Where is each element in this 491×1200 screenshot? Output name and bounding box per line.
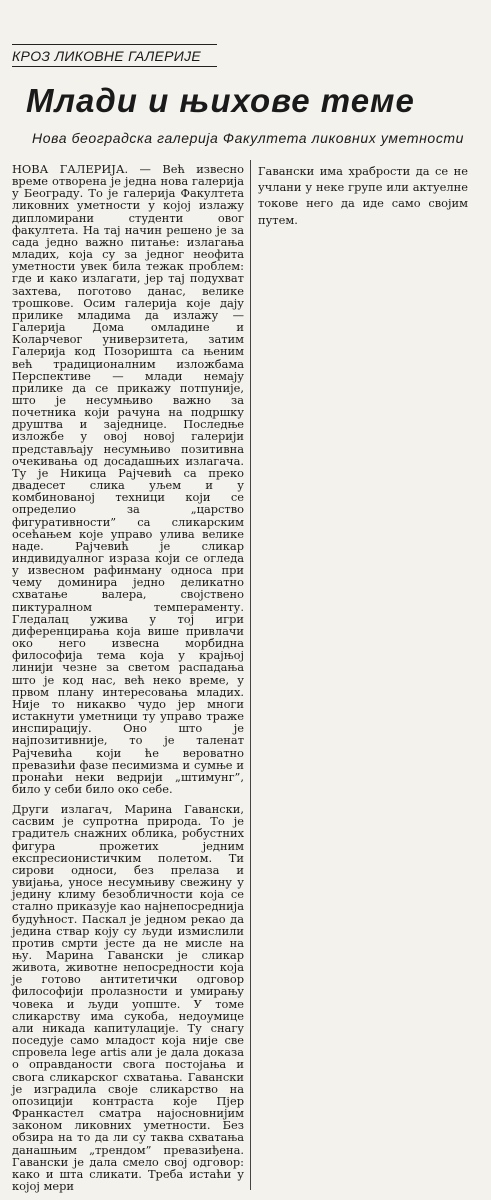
article-headline: Млади и њихове теме [26,82,415,119]
article-paragraph-continued: Гавански има храбрости да се не учлани у неке групе или актуелне токове него да иде само својим путем. [258,164,468,227]
article-column-right [258,163,468,228]
article-paragraph-2: Други излагач, Марина Гавански, сасвим је супротна природа. То је градитељ снажних облика, робустних фигура прожетих једним експресионистичким полетом. Ти сирови односи, без прелаза и увијања, уносе несумњиву свежину у једину климу безобличности која се стално приказује као најнепосреднија будућност. Паскал је једном рекао да једина ствар коју су људи измислили против смрти јесте да не мисле на њу. Марина Гавански је сликар живота, животне непосредности која је готово антитетички одговор философији пролазности и умирању човека и људи уопште. У томе сликарству има сукоба, недоумице али никада капитулације. Ту снагу поседује само младост која није све спровела lege artis али је дала доказа о оправданости свога постојања и свога сликарског схватања. Гавански је изградила своје сликарство на опозицији контраста које Пјер Франкастел сматра најосновнијим законом ликовних уметности. Без обзира на то да ли су таква схватања данашњим „трендом” превазиђена. Гавански је дала смело свој одговор: како и шта сликати. Треба истаћи у којој мери [12,802,244,1193]
article-subheadline: Нова београдска галерија Факултета ликовних уметности [32,130,465,146]
article-paragraph-1: НОВА ГАЛЕРИЈА. — Већ извесно време отворена је једна нова галерија у Београду. То је галерија Факултета ликовних уметности у којој излажу дипломирани студенти овог факултета. На тај начин решено је за сада једно важно питање: излагања младих, која су за једног неофита уметности увек била тежак проблем: где и како излагати, јер тај подухват захтева, поготово данас, велике трошкове. Осим галерија које дају прилике младима да излажу — Галерија Дома омладине и Коларчевог универзитета, затим Галерија код Позоришта са њеним већ традиционалним изложбама Перспективе — млади немају прилике да се прикажу потпуније, што је несумњиво важно за почетника који рачуна на подршку друштва и заједнице. Последње изложбе у овој новој галерији представљају несумњиво позитивна очекивања од досадашњих излагача. Ту је Никица Рајчевић са преко двадесет слика уљем и у комбинованој техници који се определио за „царство фигуративности” са сликарским осећањем које управо улива велике наде. Рајчевић је сликар индивидуалног израза који се огледа у извесном рафинману односа при чему доминира једно деликатно схватање валера, својствено пиктуралном темпераменту. Гледалац ужива у тој игри диференцирања која више привлачи око него извесна морбидна философија тема која у крајњој линији чезне за светом распадања што је код нас, већ неко време, у првом плану интересовања младих. Није то никакво чудо јер многи истакнути уметници ту управо траже инспирацију. Оно што је најпозитивније, то је таленат Рајчевића који ће вероватно превазићи фазе песимизма и сумње и пронаћи неки ведрији „штимунг”, било у себи било око себе. [12,162,244,796]
article-column-left [12,163,244,1192]
column-divider [250,160,251,1190]
section-rubric: КРОЗ ЛИКОВНЕ ГАЛЕРИЈЕ [12,44,217,67]
